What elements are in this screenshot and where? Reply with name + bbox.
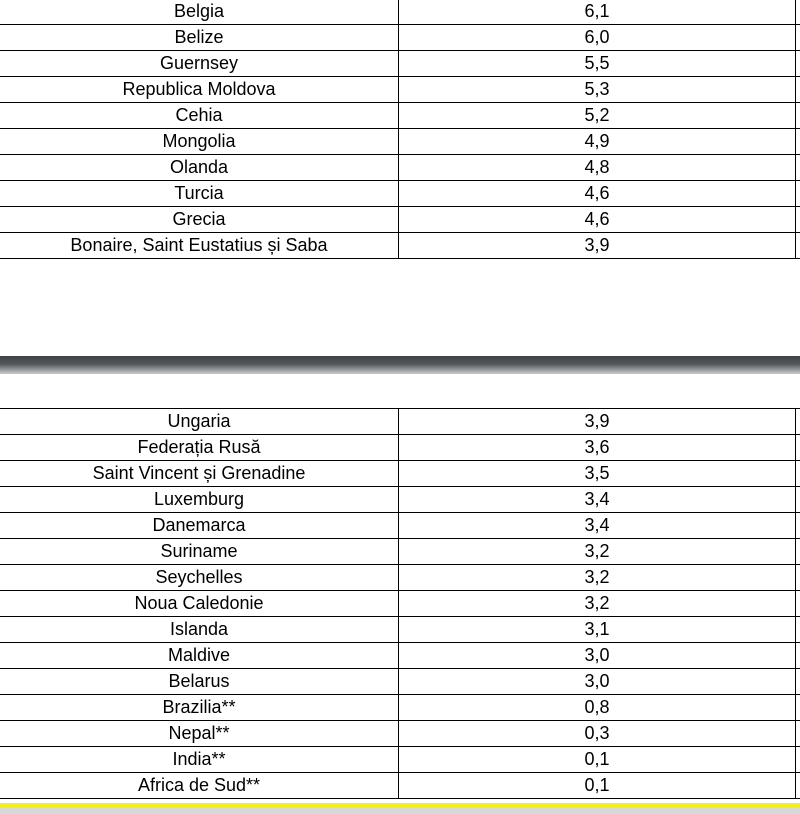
edge-cell [796,103,800,129]
table-row [0,487,800,513]
value-cell: 3,5 [399,461,796,487]
country-cell: Ungaria [0,409,399,435]
edge-cell [796,643,800,669]
value-cell: 3,4 [399,513,796,539]
country-cell: Federația Rusă [0,435,399,461]
table-row [0,181,800,207]
document-page-top [0,0,800,356]
edge-cell [796,721,800,747]
table-row [0,513,800,539]
value-cell: 0,1 [399,747,796,773]
value-cell: 0,3 [399,721,796,747]
table-row [0,409,800,435]
value-cell: 5,3 [399,77,796,103]
value-cell: 3,9 [399,233,796,259]
table-row [0,695,800,721]
table-row [0,103,800,129]
table-row [0,25,800,51]
value-cell: 6,1 [399,0,796,25]
value-cell: 3,2 [399,591,796,617]
country-cell: Danemarca [0,513,399,539]
edge-cell [796,181,800,207]
value-cell: 0,8 [399,695,796,721]
country-cell: Turcia [0,181,399,207]
table-row [0,565,800,591]
value-cell: 3,1 [399,617,796,643]
page-bottom-edge [0,808,800,814]
table-row [0,51,800,77]
value-cell: 6,0 [399,25,796,51]
country-cell: Guernsey [0,51,399,77]
edge-cell [796,617,800,643]
value-cell: 4,9 [399,129,796,155]
edge-cell [796,77,800,103]
country-cell: Grecia [0,207,399,233]
table-row [0,721,800,747]
edge-cell [796,51,800,77]
country-cell: Cehia [0,103,399,129]
value-cell: 4,8 [399,155,796,181]
table-row [0,643,800,669]
country-cell: Belarus [0,669,399,695]
edge-cell [796,539,800,565]
edge-cell [796,207,800,233]
table-row [0,539,800,565]
table-row [0,233,800,259]
countries-table-bottom [0,408,800,799]
edge-cell [796,747,800,773]
edge-cell [796,155,800,181]
country-cell: Noua Caledonie [0,591,399,617]
country-cell: Mongolia [0,129,399,155]
table-row [0,77,800,103]
country-cell: Belize [0,25,399,51]
edge-cell [796,25,800,51]
document-page-bottom [0,374,800,814]
edge-cell [796,409,800,435]
edge-cell [796,487,800,513]
value-cell: 5,2 [399,103,796,129]
table-row [0,461,800,487]
edge-cell [796,513,800,539]
country-cell: Luxemburg [0,487,399,513]
country-cell: Suriname [0,539,399,565]
value-cell: 4,6 [399,207,796,233]
value-cell: 3,9 [399,409,796,435]
value-cell: 3,4 [399,487,796,513]
table-row [0,435,800,461]
table-row [0,773,800,799]
country-cell: Africa de Sud** [0,773,399,799]
country-cell: Bonaire, Saint Eustatius și Saba [0,233,399,259]
table-row [0,155,800,181]
country-cell: India** [0,747,399,773]
country-cell: Belgia [0,0,399,25]
value-cell: 4,6 [399,181,796,207]
country-cell: Olanda [0,155,399,181]
edge-cell [796,129,800,155]
country-cell: Islanda [0,617,399,643]
table-row [0,0,800,25]
table-row [0,617,800,643]
country-cell: Republica Moldova [0,77,399,103]
page-separator [0,356,800,374]
edge-cell [796,591,800,617]
country-cell: Brazilia** [0,695,399,721]
table-row [0,747,800,773]
value-cell: 3,0 [399,643,796,669]
value-cell: 3,2 [399,539,796,565]
table-row [0,591,800,617]
edge-cell [796,233,800,259]
country-cell: Maldive [0,643,399,669]
edge-cell [796,669,800,695]
value-cell: 3,0 [399,669,796,695]
countries-table-top [0,0,800,259]
edge-cell [796,565,800,591]
country-cell: Nepal** [0,721,399,747]
edge-cell [796,461,800,487]
value-cell: 5,5 [399,51,796,77]
value-cell: 0,1 [399,773,796,799]
country-cell: Seychelles [0,565,399,591]
table-row [0,669,800,695]
table-row [0,129,800,155]
table-row [0,207,800,233]
edge-cell [796,695,800,721]
edge-cell [796,0,800,25]
value-cell: 3,2 [399,565,796,591]
country-cell: Saint Vincent și Grenadine [0,461,399,487]
value-cell: 3,6 [399,435,796,461]
edge-cell [796,773,800,799]
edge-cell [796,435,800,461]
